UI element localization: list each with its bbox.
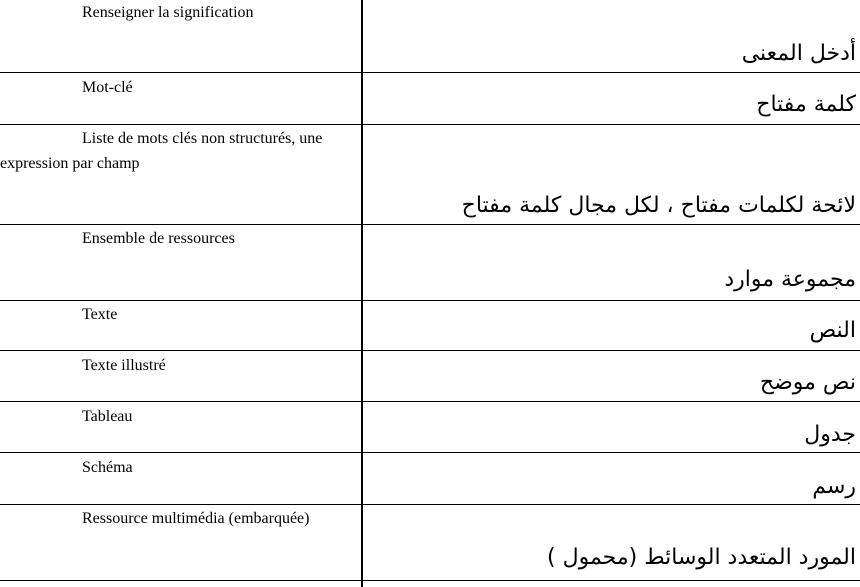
row-divider (0, 504, 860, 505)
french-term: Ressource multimédia (embarquée) (82, 510, 310, 527)
arabic-term: لائحة لكلمات مفتاح ، لكل مجال كلمة مفتاح (461, 193, 856, 218)
french-term: Texte illustré (82, 357, 166, 374)
arabic-term: رسم (812, 474, 856, 499)
column-divider (361, 0, 363, 587)
french-term: Renseigner la signification (82, 4, 254, 21)
arabic-term: النص (809, 318, 856, 343)
row-divider (0, 124, 860, 125)
arabic-term: أدخل المعنى (741, 41, 856, 66)
row-divider (0, 300, 860, 301)
arabic-term: مجموعة موارد (724, 267, 856, 292)
arabic-term: نص موضح (759, 370, 856, 395)
french-term: Tableau (82, 408, 133, 425)
arabic-term: المورد المتعدد الوسائط (محمول ) (547, 545, 856, 570)
arabic-term: كلمة مفتاح (756, 92, 856, 117)
french-term: Texte (82, 306, 118, 323)
french-term: Schéma (82, 459, 133, 476)
row-divider (0, 350, 860, 351)
french-term: Mot-clé (82, 79, 133, 96)
row-divider (0, 452, 860, 453)
row-divider (0, 580, 860, 581)
french-term: Liste de mots clés non structurés, une expression par champ (0, 130, 323, 172)
row-divider (0, 224, 860, 225)
row-divider (0, 401, 860, 402)
row-divider (0, 72, 860, 73)
french-term: Ensemble de ressources (82, 230, 235, 247)
arabic-term: جدول (804, 422, 856, 447)
